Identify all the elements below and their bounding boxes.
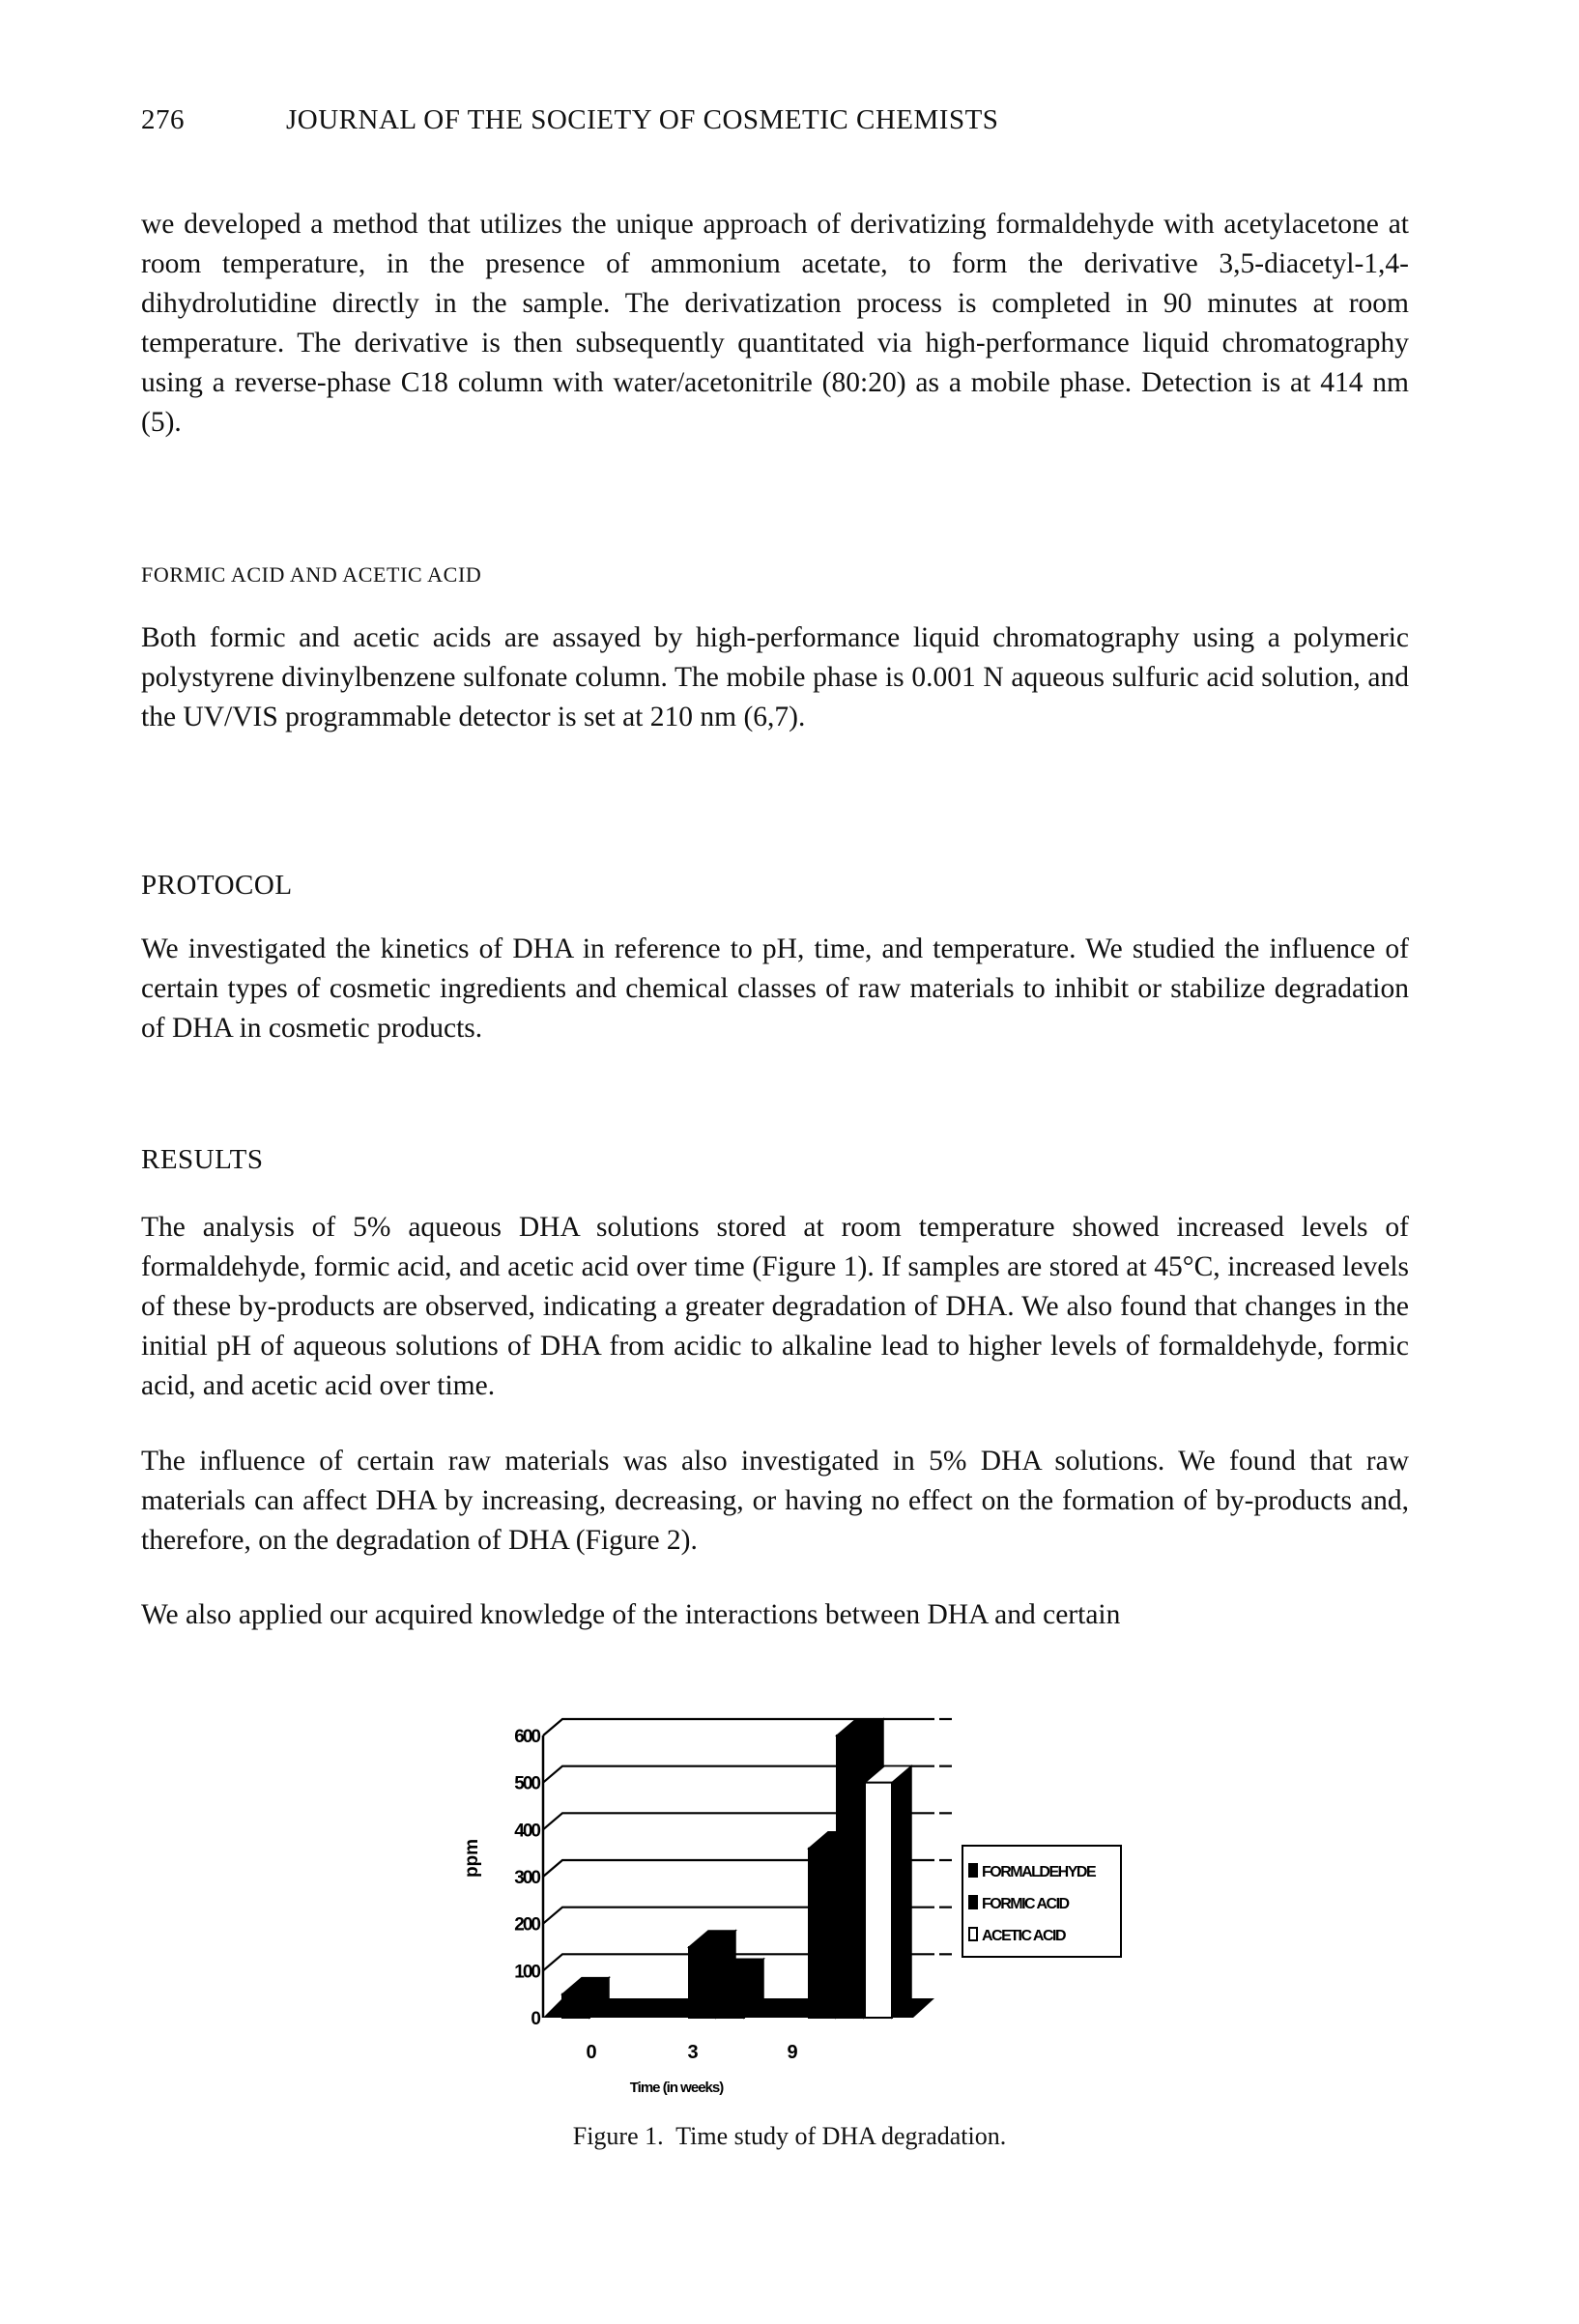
bar-front [689,1947,716,2018]
y-axis-label: ppm [462,1838,482,1879]
y-tick-label: 100 [514,1962,539,1983]
bar-side [892,1766,911,2018]
y-tick-label: 400 [514,1821,539,1842]
y-tick-label: 500 [514,1773,539,1794]
bar-front [562,1994,589,2018]
subheading-formic-acetic: FORMIC ACID AND ACETIC ACID [141,562,482,587]
paragraph-text: Both formic and acetic acids are assayed by high-performance liquid chromatography using a polymeric polystyrene divinylbenzene sulfonate column. The mobile phase is 0.001 N aqueous sulfuric acid solution, and the UV/VIS programmable detector is set at 210 nm (6,7). [141,622,1409,732]
x-axis-label: Time (in weeks) [629,2080,724,2096]
bar-front [809,1849,836,2018]
y-tick-label: 600 [514,1727,539,1747]
bar-acetic-acid-week-9 [865,1766,911,2018]
figure-caption [0,2122,1579,2151]
chart-legend [962,1846,1121,1957]
legend-label: ACETIC ACID [982,1928,1066,1944]
chart-bars [562,1719,911,2018]
journal-title: JOURNAL OF THE SOCIETY OF COSMETIC CHEMISTS [286,104,999,135]
figure-caption-text: Time study of DHA degradation. [675,2122,1007,2150]
paragraph-text: The influence of certain raw materials was also investigated in 5% DHA solutions. We found that raw materials can affect DHA by increasing, decreasing, or having no effect on the formation of by-products and, therefore, on the degradation of DHA (Figure 2). [141,1446,1409,1556]
x-tick-label: 0 [586,2042,597,2063]
chart-axes [462,1727,798,2096]
legend-swatch [969,1864,977,1877]
x-tick-label: 9 [787,2042,798,2063]
section-heading-protocol: PROTOCOL [141,870,293,901]
y-tick-label: 0 [531,2009,539,2029]
legend-label: FORMIC ACID [982,1896,1069,1912]
figure-label: Figure 1. [572,2122,664,2150]
bar-front [717,1975,744,2018]
y-tick-label: 300 [514,1868,539,1888]
bar-front [837,1736,864,2018]
page-number: 276 [141,104,185,135]
section-heading-results: RESULTS [141,1144,264,1175]
x-tick-label: 3 [687,2042,699,2063]
legend-swatch [969,1896,977,1908]
paragraph-text: we developed a method that utilizes the unique approach of derivatizing formaldehyde with acetylacetone at room temperature, in the presence of ammonium acetate, to form the derivative 3,5-diacetyl-1,4-dihydrolutidine directly in the sample. The derivatization process is completed in 90 minutes at room temperature. The derivative is then subsequently quantitated via high-performance liquid chromatography using a reverse-phase C18 column with water/acetonitrile (80:20) as a mobile phase. Detection is at 414 nm (5). [141,209,1409,438]
paragraph-text: We also applied our acquired knowledge of the interactions between DHA and certain [141,1599,1121,1630]
y-tick-label: 200 [514,1914,539,1936]
legend-label: FORMALDEHYDE [982,1864,1096,1880]
paragraph-text: The analysis of 5% aqueous DHA solutions stored at room temperature showed increased levels of formaldehyde, formic acid, and acetic acid over time (Figure 1). If samples are stored at 45°C, increased levels of these by-products are observed, indicating a greater degradation of DHA. We also found that changes in the initial pH of aqueous solutions of DHA from acidic to alkaline lead to higher levels of formaldehyde, formic acid, and acetic acid over time. [141,1212,1409,1401]
legend-swatch [969,1928,977,1940]
paragraph-text: We investigated the kinetics of DHA in reference to pH, time, and temperature. We studied the influence of certain types of cosmetic ingredients and chemical classes of raw materials to inhibit or stabilize degradation of DHA in cosmetic products. [141,933,1409,1044]
bar-front [865,1783,892,2018]
